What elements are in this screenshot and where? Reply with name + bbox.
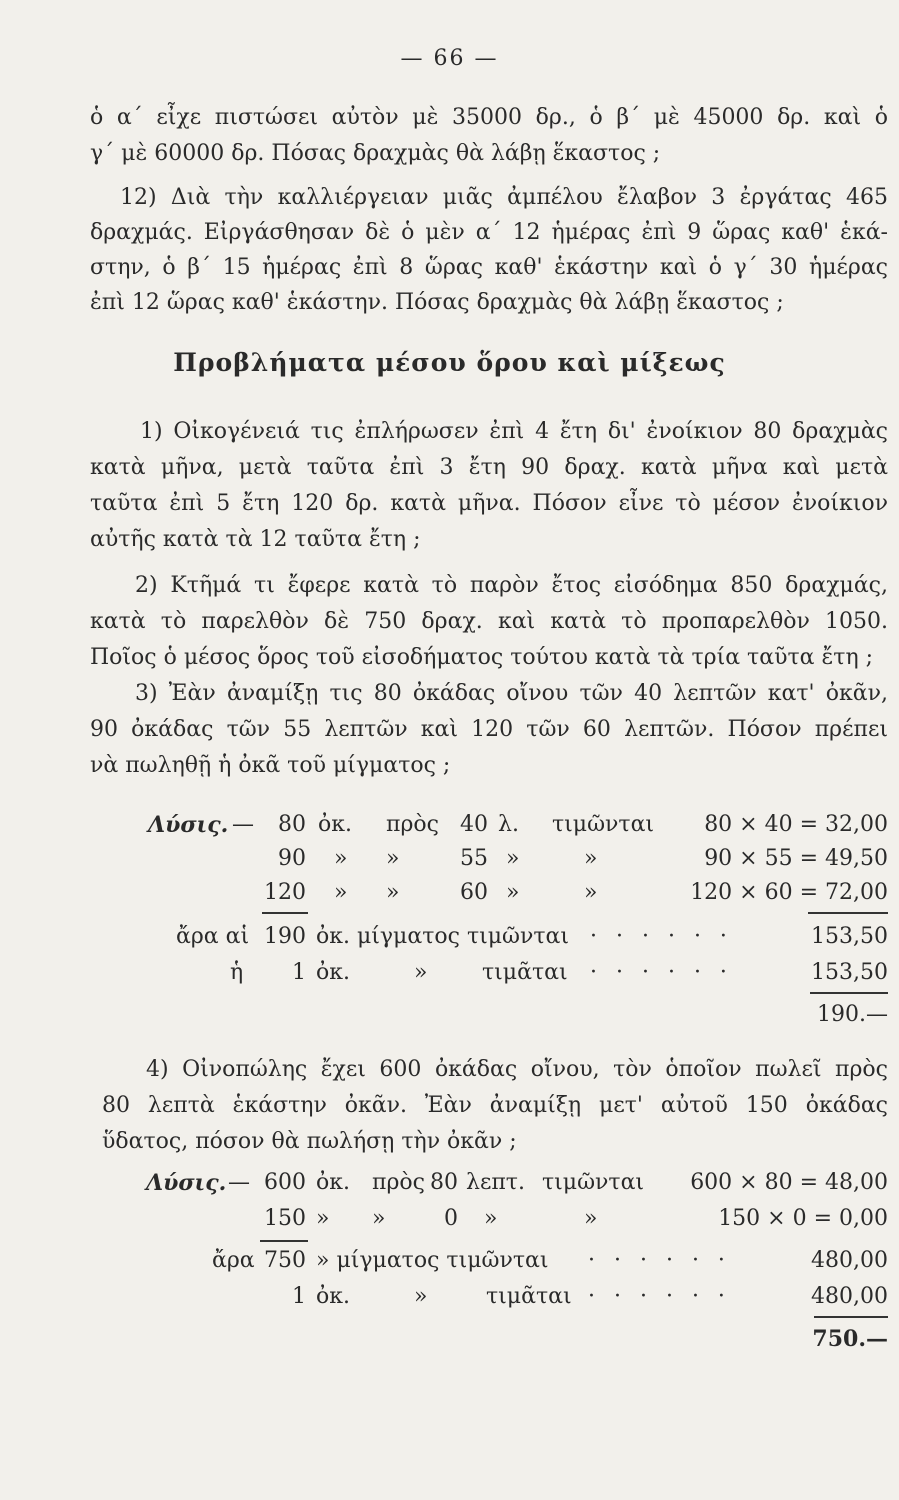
pros: πρὸς — [372, 1170, 425, 1195]
price: 0 — [444, 1206, 458, 1231]
total-text: ὀκ. μίγματος τιμῶνται — [316, 924, 569, 949]
verb: τιμῶνται — [552, 812, 655, 837]
text-line: αὐτῆς κατὰ τὰ 12 ταῦτα ἔτη ; — [90, 527, 421, 552]
verb: » — [584, 880, 598, 905]
division-rule — [814, 1316, 888, 1318]
leader-dots: · · · · · · — [590, 960, 733, 985]
unit: ὀκ. — [316, 1170, 350, 1195]
total-quantity: 750 — [264, 1248, 306, 1273]
problem-4 — [102, 1052, 888, 1160]
verb: τιμῶνται — [542, 1170, 645, 1195]
text-line: στην, ὁ β΄ 15 ἡμέρας ἐπὶ 8 ὥρας καθ' ἑκάστην καὶ ὁ γ΄ 30 ἡμέρας — [90, 255, 888, 280]
price-unit: » — [506, 846, 520, 871]
text-line: 2) Κτῆμά τι ἔφερε κατὰ τὸ παρὸν ἔτος εἰσόδημα 850 δραχμάς, — [135, 573, 888, 598]
one-prefix: ἡ — [230, 960, 244, 985]
unit-price-row — [0, 1280, 899, 1314]
one-verb: τιμᾶται — [482, 960, 568, 985]
total-prefix: ἄρα αἱ — [176, 924, 250, 949]
solution-label: Λύσις. — [148, 812, 229, 838]
section-heading: Προβλήματα μέσου ὅρου καὶ μίξεως — [173, 348, 726, 377]
text-line: ἐπὶ 12 ὥρας καθ' ἑκάστην. Πόσας δραχμὰς θὰ λάβῃ ἕκαστος ; — [90, 290, 784, 315]
one-verb: τιμᾶται — [486, 1284, 572, 1309]
dash: — — [232, 812, 254, 837]
solution-row — [0, 842, 899, 876]
unit: » — [334, 880, 348, 905]
calculation: 600 × 80 = 48,00 — [690, 1170, 888, 1195]
unit: » — [316, 1206, 330, 1231]
verb: » — [584, 1206, 598, 1231]
quantity: 90 — [278, 846, 306, 871]
total-value: 480,00 — [811, 1248, 888, 1273]
total-row — [0, 920, 899, 954]
problem-2 — [90, 568, 888, 676]
one-unit: ὀκ. — [316, 960, 350, 985]
text-line: κατὰ τὸ παρελθὸν δὲ 750 δραχ. καὶ κατὰ τὸ προπαρελθὸν 1050. — [90, 609, 888, 634]
one-quantity: 1 — [292, 960, 306, 985]
page-number: — 66 — — [400, 46, 499, 71]
solution-row — [0, 808, 899, 842]
problem-1 — [90, 414, 888, 558]
unit-price-row — [0, 956, 899, 990]
one-quantity: 1 — [292, 1284, 306, 1309]
calculation: 120 × 60 = 72,00 — [690, 880, 888, 905]
price-unit: » — [484, 1206, 498, 1231]
price-unit: » — [506, 880, 520, 905]
pros: » — [372, 1206, 386, 1231]
divisor-row — [0, 1322, 899, 1356]
solution-row — [0, 1202, 899, 1236]
price: 55 — [460, 846, 488, 871]
divisor: 750.— — [812, 1326, 888, 1352]
text-line: ὕδατος, πόσον θὰ πωλήσῃ τὴν ὀκᾶν ; — [102, 1129, 517, 1154]
calculation: 150 × 0 = 0,00 — [718, 1206, 888, 1231]
price: 60 — [460, 880, 488, 905]
pros: πρὸς — [386, 812, 439, 837]
solution-label: Λύσις. — [146, 1170, 227, 1196]
total-prefix: ἄρα — [212, 1248, 255, 1273]
text-line: 1) Οἰκογένειά τις ἐπλήρωσεν ἐπὶ 4 ἔτη δι' ἐνοίκιον 80 δραχμὰς — [140, 419, 888, 444]
calculation: 80 × 40 = 32,00 — [704, 812, 888, 837]
price-unit: λεπτ. — [466, 1170, 525, 1195]
divisor-row — [0, 998, 899, 1032]
text-line: κατὰ μῆνα, μετὰ ταῦτα ἐπὶ 3 ἔτη 90 δραχ. κατὰ μῆνα καὶ μετὰ — [90, 455, 888, 480]
text-line: νὰ πωληθῇ ἡ ὀκᾶ τοῦ μίγματος ; — [90, 753, 451, 778]
sum-rule — [260, 1240, 308, 1242]
one-value: 480,00 — [811, 1284, 888, 1309]
unit: » — [334, 846, 348, 871]
price-unit: λ. — [498, 812, 519, 837]
paragraph-continuation — [90, 100, 888, 172]
price: 40 — [460, 812, 488, 837]
quantity: 150 — [264, 1206, 306, 1231]
text-line: 4) Οἰνοπώλης ἔχει 600 ὀκάδας οἴνου, τὸν ὁποῖον πωλεῖ πρὸς — [146, 1057, 888, 1082]
pros: » — [386, 846, 400, 871]
text-line: δραχμάς. Εἰργάσθησαν δὲ ὁ μὲν α΄ 12 ἡμέρας ἐπὶ 9 ὥρας καθ' ἑκά- — [90, 220, 888, 245]
one-unit: ὀκ. — [316, 1284, 350, 1309]
price: 80 — [430, 1170, 458, 1195]
text-line: 12) Διὰ τὴν καλλιέργειαν μιᾶς ἀμπέλου ἔλαβον 3 ἐργάτας 465 — [120, 185, 888, 210]
quantity: 120 — [264, 880, 306, 905]
leader-dots: · · · · · · — [588, 1248, 731, 1273]
leader-dots: · · · · · · — [590, 924, 733, 949]
verb: » — [584, 846, 598, 871]
divisor: 190.— — [817, 1002, 888, 1027]
total-quantity: 190 — [264, 924, 306, 949]
solution-row — [0, 1166, 899, 1200]
text-line: ταῦτα ἐπὶ 5 ἔτη 120 δρ. κατὰ μῆνα. Πόσον εἶνε τὸ μέσον ἐνοίκιον — [90, 491, 888, 516]
total-row — [0, 1244, 899, 1278]
problem-12 — [90, 180, 888, 320]
total-value: 153,50 — [811, 924, 888, 949]
sum-rule — [262, 912, 308, 914]
text-line: 90 ὀκάδας τῶν 55 λεπτῶν καὶ 120 τῶν 60 λεπτῶν. Πόσον πρέπει — [90, 717, 888, 742]
text-line: 80 λεπτὰ ἑκάστην ὀκᾶν. Ἐὰν ἀναμίξῃ μετ' αὐτοῦ 150 ὀκάδας — [102, 1093, 888, 1118]
total-text: » μίγματος τιμῶνται — [316, 1248, 549, 1273]
unit: ὀκ. — [318, 812, 352, 837]
division-rule — [810, 992, 888, 994]
text-line: γ΄ μὲ 60000 δρ. Πόσας δραχμὰς θὰ λάβῃ ἕκαστος ; — [90, 141, 661, 166]
leader-dots: · · · · · · — [588, 1284, 731, 1309]
text-line: ὁ α΄ εἶχε πιστώσει αὐτὸν μὲ 35000 δρ., ὁ β΄ μὲ 45000 δρ. καὶ ὁ — [90, 105, 888, 130]
text-line: 3) Ἐὰν ἀναμίξῃ τις 80 ὀκάδας οἴνου τῶν 40 λεπτῶν κατ' ὀκᾶν, — [135, 681, 888, 706]
ditto-mark: » — [414, 1284, 428, 1309]
dash: — — [228, 1170, 250, 1195]
sum-rule — [808, 912, 888, 914]
problem-3 — [90, 676, 888, 784]
pros: » — [386, 880, 400, 905]
quantity: 80 — [278, 812, 306, 837]
solution-row — [0, 876, 899, 910]
ditto-mark: » — [414, 960, 428, 985]
one-value: 153,50 — [811, 960, 888, 985]
calculation: 90 × 55 = 49,50 — [704, 846, 888, 871]
text-line: Ποῖος ὁ μέσος ὅρος τοῦ εἰσοδήματος τούτου κατὰ τὰ τρία ταῦτα ἔτη ; — [90, 645, 874, 670]
quantity: 600 — [264, 1170, 306, 1195]
